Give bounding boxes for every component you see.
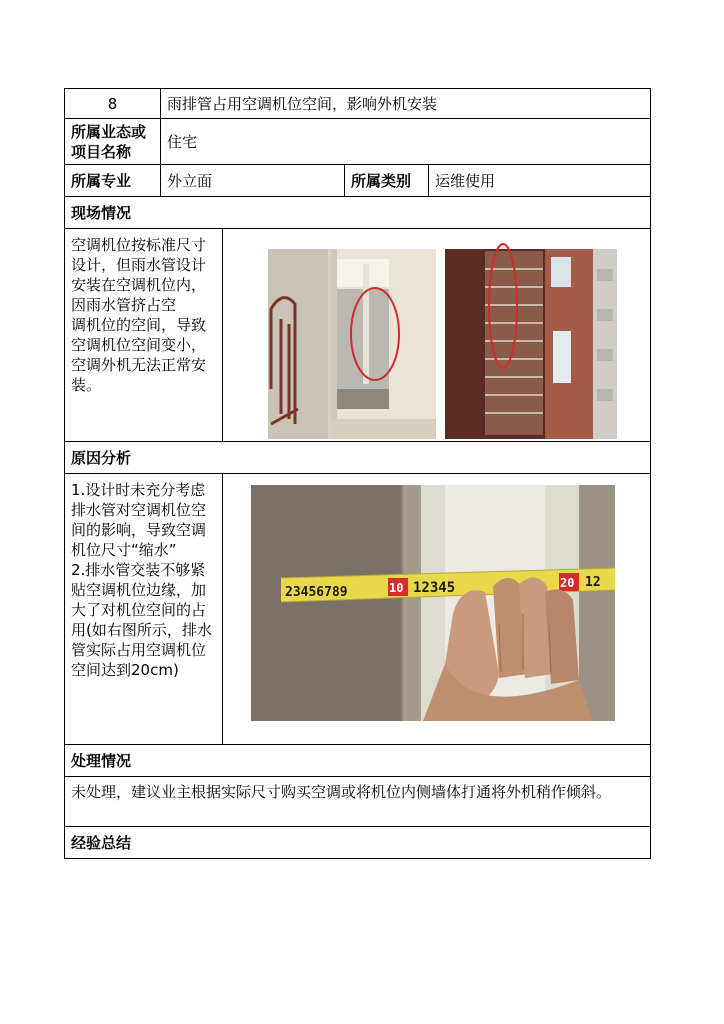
category-value: 运维使用 [429,165,651,197]
project-label: 所属业态或项目名称 [65,119,161,165]
case-table [64,88,651,859]
tape-right-digits: 12 [585,575,601,590]
project-value: 住宅 [161,119,651,165]
discipline-row [65,165,651,197]
site-photo-facade [445,244,617,439]
discipline-label: 所属专业 [65,165,161,197]
site-photos [223,229,651,442]
summary-heading: 经验总结 [65,827,651,859]
title-row [65,89,651,119]
site-heading: 现场情况 [65,197,651,229]
handling-heading-row [65,745,651,777]
site-photo-balcony [268,249,436,439]
project-row [65,119,651,165]
site-heading-row [65,197,651,229]
summary-heading-row [65,827,651,859]
handling-description: 未处理，建议业主根据实际尺寸购买空调或将机位内侧墙体打通将外机稍作倾斜。 [65,777,651,827]
case-number: 8 [65,89,161,119]
site-content-row [65,229,651,442]
category-label: 所属类别 [345,165,429,197]
site-description: 空调机位按标准尺寸设计，但雨水管设计安装在空调机位内，因雨水管挤占空 调机位的空间，导致空调机位空间变小，空调外机无法正常安装。 [65,229,223,442]
case-sheet [64,88,650,859]
cause-heading-row [65,442,651,474]
tape-left-digits: 23456789 [285,585,348,600]
cause-description: 1.设计时未充分考虑排水管对空调机位空间的影响，导致空调机位尺寸“缩水” 2.排水管交装不够紧贴空调机位边缘，加大了对机位空间的占用(如右图所示，排水管实际占用空调机位空间达到20cm) [65,474,223,745]
case-title: 雨排管占用空调机位空间，影响外机安装 [161,89,651,119]
site-photos-svg [223,229,647,441]
cause-content-row [65,474,651,745]
tape-marker-10: 10 [389,581,404,595]
cause-photo [223,474,651,745]
handling-heading: 处理情况 [65,745,651,777]
cause-heading: 原因分析 [65,442,651,474]
handling-content-row [65,777,651,827]
tape-measure-photo [223,474,647,744]
tape-marker-20: 20 [560,576,575,590]
tape-mid-digits: 12345 [413,580,456,596]
discipline-value: 外立面 [161,165,345,197]
